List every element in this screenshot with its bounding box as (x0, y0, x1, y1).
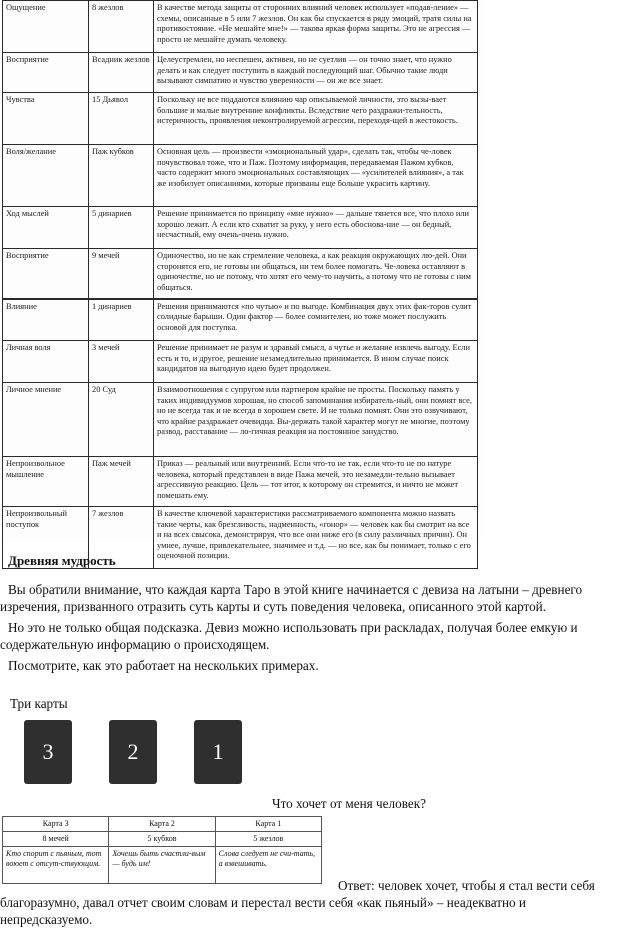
aspect-cell: Личное мнение (3, 383, 89, 457)
spread-title: Три карты (10, 696, 68, 711)
card-back-2: 2 (109, 720, 157, 784)
card-back-1: 1 (194, 720, 242, 784)
paragraph-1: Вы обратили внимание, что каждая карта Таро в этой книге начинается с девиза на латыни – древнего изречения, призванного отразить суть карты и суть поведения человека, описанного этой картой. (0, 582, 583, 614)
aspect-cell: Воля/желание (3, 145, 89, 207)
paragraph-3: Посмотрите, как это работает на нескольких примерах. (8, 658, 319, 673)
header-card-2: Карта 2 (109, 817, 215, 832)
card-1-motto: Слова следует не счи-тать, а взвешивать. (215, 847, 321, 884)
card-cell: 15 Дьявол (89, 93, 154, 145)
aspect-cell: Ощущение (3, 1, 89, 53)
section-heading: Древняя мудрость (8, 553, 116, 568)
card-cell: Паж кубков (89, 145, 154, 207)
card-cell: 5 динариев (89, 207, 154, 249)
description-cell: Одиночество, но не как стремление человека, а как реакция окружающих лю-дей. Они сторонятся его, не готовы ни общаться, ни тем более помогать. Че-ловека оставляют в одиночестве, но не потому, что хотят его чему-то научить, а потому что не готовы с ним общаться. (154, 249, 478, 299)
description-cell: Поскольку не все поддаются влиянию чар описываемой личности, это вызы-вает большие и малые внутренние конфликты. Вследствие чего раздражи-тельность, истеричность, проявления неконтролируемой агрессии, переходя-щей в жестокость. (154, 93, 478, 145)
card-3-motto: Кто спорит с пьяным, тот воюет с отсут-ствующим. (3, 847, 109, 884)
description-cell: Целеустремлен, но неспешен, активен, но не суетлив — он точно знает, что нужно делать и как следует поступить в каждый последующий шаг. Обычно такие люди вызывают симпатию и чувство уверенности — он же все знает. (154, 53, 478, 93)
aspect-cell: Влияние (3, 299, 89, 341)
card-cell: 8 жезлов (89, 1, 154, 53)
header-card-3: Карта 3 (3, 817, 109, 832)
description-cell: Решение принимает не разум и здравый смысл, а чутье и желание извлечь выгоду. Если есть и то, и другое, решение незамедлительно принимается. В ином случае поиск кандидатов на выгодную идею будет продолжен. (154, 341, 478, 383)
header-card-1: Карта 1 (215, 817, 321, 832)
table-row (3, 341, 478, 383)
card-cell: 9 мечей (89, 249, 154, 299)
card-3-name: 8 мечей (3, 832, 109, 847)
description-cell: Решения принимаются «по чутью» и по выгоде. Комбинация двух этих фак-торов сулит солидные барыши. Один фактор — более сомнителен, но тоже может послужить основой для поступка. (154, 299, 478, 341)
card-cell: 20 Суд (89, 383, 154, 457)
table-row (3, 145, 478, 207)
description-cell: В качестве ключевой характеристики рассматриваемого компонента можно назвать такие черты, как брезгливость, надменность, «гонор» — человек как бы смотрит на все и на всех свысока, демонстрируя, что все они ниже его (в силу различных причин). Он умнее, лучше, привлекательнее, значимее и т.д. — но все, как бы понимает, только с его оценочной позиции. (154, 507, 478, 569)
aspect-cell: Ход мыслей (3, 207, 89, 249)
table-row (3, 93, 478, 145)
spread-question: Что хочет от меня человек? (272, 796, 426, 811)
table-row (3, 53, 478, 93)
card-cell: Паж мечей (89, 457, 154, 507)
aspect-cell: Восприятие (3, 249, 89, 299)
aspect-cell: Чувства (3, 93, 89, 145)
table-row (3, 1, 478, 53)
card-2-motto: Хочешь быть счастли-вым — будь им! (109, 847, 215, 884)
aspect-cell: Восприятие (3, 53, 89, 93)
card-cell: 7 жезлов (89, 507, 154, 569)
description-cell: Основная цель — произвести «эмоциональный удар», сделать так, чтобы че-ловек почувствовал тоже, что и Паж. Поэтому информация, передаваемая Пажом кубков, часто содержит много эмоциональных составляющих — «усилителей влияния», а так же изобилует описаниями, которые призваны еще больше украсить картину. (154, 145, 478, 207)
description-cell: Приказ — реальный или внутренний. Если что-то не так, если что-то не по натуре человека, который представлен в виде Пажа мечей, это незамедли-тельно вызывает агрессивную реакцию. Цель — тот итог, к которому он стремится, и ничто не может помешать ему. (154, 457, 478, 507)
card-spread-image (4, 713, 262, 803)
card-cell: Всадник жезлов (89, 53, 154, 93)
card-back-3: 3 (24, 720, 72, 784)
aspect-cell: Непроизвольное мышление (3, 457, 89, 507)
description-cell: В качестве метода защиты от сторонних влияний человек использует «подав-ление» — схемы, описанные в 5 или 7 жезлов. Он как бы спускается в ряду эмоций, тратя силы на противостояние. «Не мешайте мне!» — такова яркая форма защиты. Это не агрессия — просто не мешайте думать человеку. (154, 1, 478, 53)
psychotype-table (2, 0, 478, 569)
paragraph-2: Но это не только общая подсказка. Девиз можно использовать при раскладах, получая более емкую и содержательную информацию о происходящем. (0, 620, 578, 652)
aspect-cell: Непроизвольный поступок (3, 507, 89, 569)
card-cell: 1 динариев (89, 299, 154, 341)
answer-end: благоразумно, давал отчет своим словам и перестал вести себя «как пьяный» – неадекватно и непредсказуемо. (0, 895, 526, 927)
table-row (3, 299, 478, 341)
card-cell: 3 мечей (89, 341, 154, 383)
answer-start: Ответ: человек хочет, чтобы я стал вести себя (338, 878, 595, 893)
description-cell: Решение принимается по принципу «мне нужно» — дальше тянется все, что плохо или хорошо лежит. А если кто схватит за руку, у него есть обоснова-ние — он бедный, несчастный, ему очень-очень нужно. (154, 207, 478, 249)
aspect-cell: Личная воля (3, 341, 89, 383)
table-row (3, 249, 478, 299)
card-1-name: 5 жезлов (215, 832, 321, 847)
description-cell: Взаимоотношения с супругом или партнером крайне не просты. Поскольку память у таких индивидуумов хорошая, но способ запоминания избиратель-ный, они помнят все, но не всегда так и не всегда в хорошем свете. И не только помнят. Они это озвучивают, что крайне раздражает очевидца. Вы-держать такой характер могут не многие, поэтому развод, расставание — ло-гичная реакция на постоянное занудство. (154, 383, 478, 457)
table-row (3, 207, 478, 249)
table-row (3, 383, 478, 457)
table-row (3, 457, 478, 507)
card-2-name: 5 кубков (109, 832, 215, 847)
spread-table (2, 816, 322, 884)
